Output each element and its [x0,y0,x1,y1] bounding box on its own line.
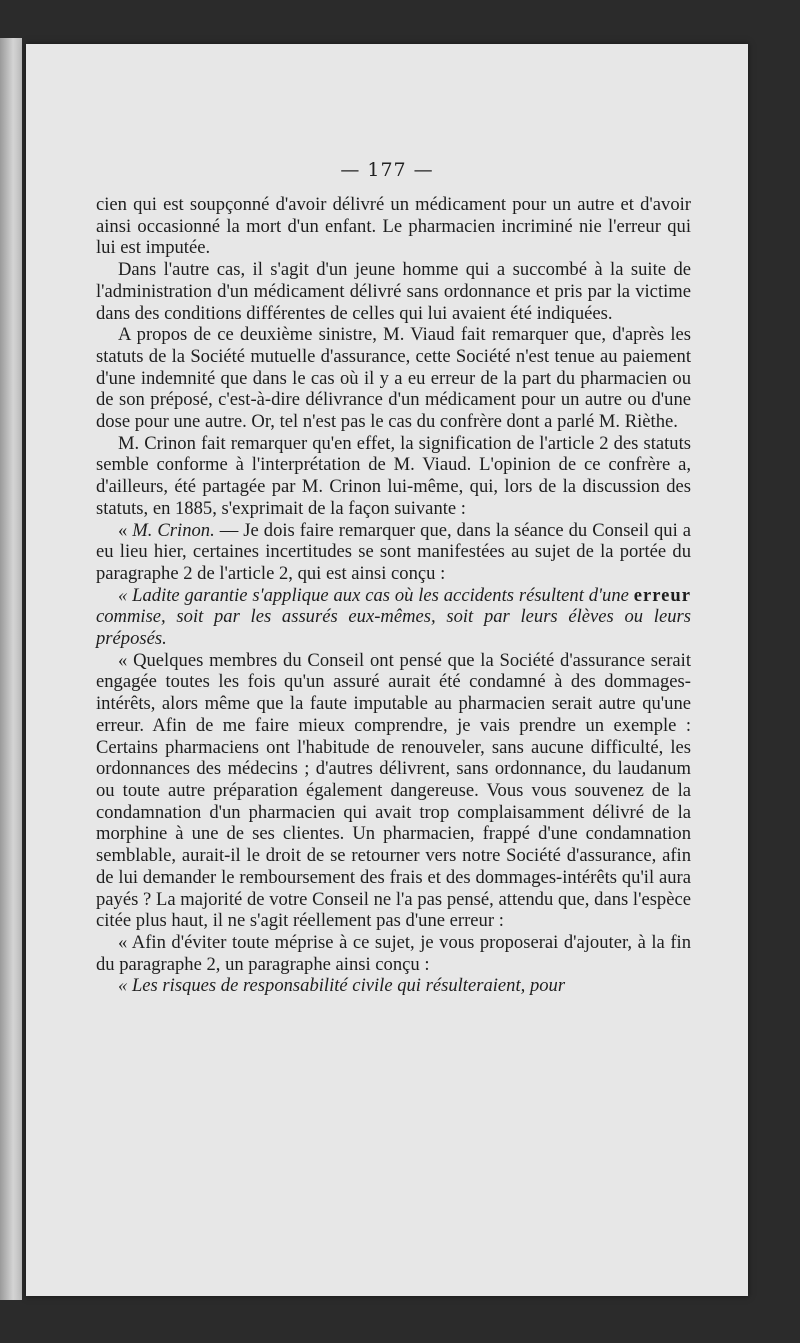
paragraph-1: cien qui est soupçonné d'avoir délivré un médicament pour un autre et d'avoir ainsi occasionné la mort d'un enfant. Le pharmacien incriminé nie l'erreur qui lui est imputée. [96,194,691,259]
speaker-name: M. Crinon. [132,519,215,541]
page-body [96,194,691,997]
article-text-end: commise, soit par les assurés eux-mêmes, soit par leurs élèves ou leurs préposés. [96,606,691,650]
paragraph-4: M. Crinon fait remarquer qu'en effet, la signification de l'article 2 des statuts semble conforme à l'interprétation de M. Viaud. L'opinion de ce confrère a, d'ailleurs, été partagée par M. Crinon lui-même, qui, lors de la discussion des statuts, en 1885, s'exprimait de la façon suivante : [96,432,691,519]
book-page [26,44,748,1296]
paragraph-3: A propos de ce deuxième sinistre, M. Viaud fait remarquer que, d'après les statuts de la Société mutuelle d'assurance, cette Société n'est tenue au paiement d'une indemnité que dans le cas où il y a eu erreur de la part du pharmacien ou de son préposé, c'est-à-dire délivrance d'un médicament pour un autre ou d'une dose pour une autre. Or, tel n'est pas le cas du confrère dont a parlé M. Rièthe. [96,324,691,433]
adjacent-page-edge [0,38,22,1300]
paragraph-7: « Quelques membres du Conseil ont pensé que la Société d'assurance serait engagée toutes les fois qu'un assuré aurait été condamné à des dommages-intérêts, alors même que la faute imputable au pharmacien serait autre qu'une erreur. Afin de me faire mieux comprendre, je vais prendre un exemple : Certains pharmaciens ont l'habitude de renouveler, sans aucune difficulté, les ordonnances des médecins ; d'autres délivrent, sans ordonnance, du laudanum ou toute autre préparation également dangereuse. Vous vous souvenez de la condamnation d'un pharmacien qui avait trop complaisamment délivré de la morphine à une de ses clientes. Un pharmacien, frappé d'une condamnation semblable, aurait-il le droit de se retourner vers notre Société d'assurance, afin de lui demander le remboursement des frais et des dommages-intérêts qu'il aura payés ? La majorité de votre Conseil ne l'a pas pensé, attendu que, dans l'espèce citée plus haut, il ne s'agit réellement pas d'une erreur : [96,649,691,932]
paragraph-5 [96,520,691,585]
quote-text: — Je dois faire remarquer que, dans la séance du Conseil qui a eu lieu hier, certaines incertitudes se sont manifestées au sujet de la portée du paragraphe 2 de l'article 2, qui est ainsi conçu : [96,519,691,584]
paragraph-9: « Les risques de responsabilité civile qui résulteraient, pour [118,975,566,997]
paragraph-2: Dans l'autre cas, il s'agit d'un jeune homme qui a succombé à la suite de l'administration d'un médicament délivré sans ordonnance et pris par la victime dans des conditions différentes de celles qui lui avaient été indiquées. [96,259,691,324]
paragraph-8: « Afin d'éviter toute méprise à ce sujet, je vous proposerai d'ajouter, à la fin du paragraphe 2, un paragraphe ainsi conçu : [96,931,691,975]
paragraph-6-quoted-article [96,585,691,650]
emphasized-word: erreur [633,584,691,606]
page-number: — 177 — [340,159,434,181]
quote-open: « [118,519,133,541]
article-text-start: « Ladite garantie s'applique aux cas où les accidents résultent d'une [118,584,634,606]
